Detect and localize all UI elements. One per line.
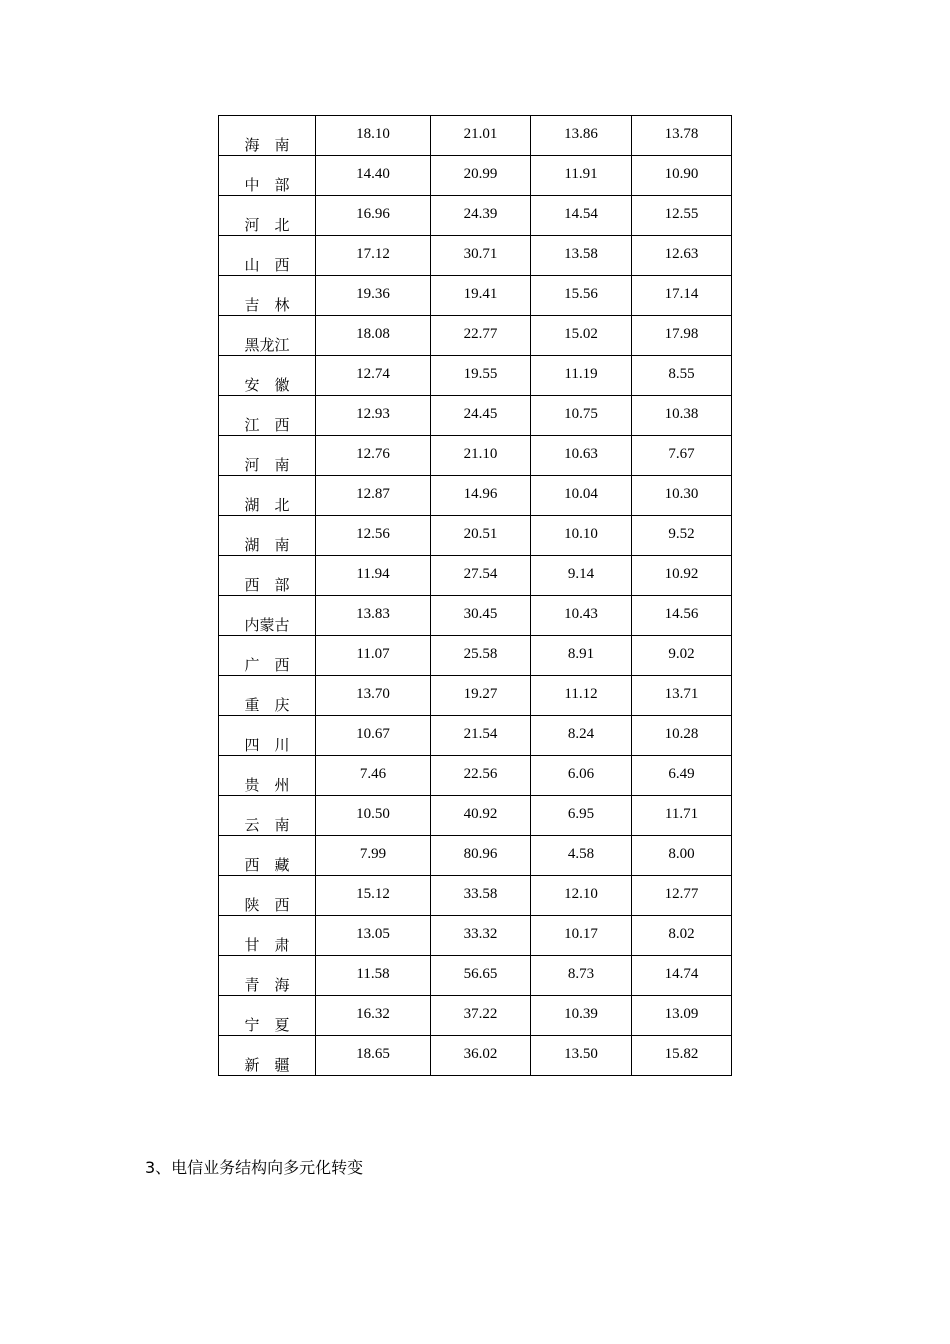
value-cell-col2: 33.58 — [431, 876, 531, 916]
value-cell-col2: 56.65 — [431, 956, 531, 996]
value-cell-col4: 14.74 — [632, 956, 732, 996]
value-cell-col3: 10.63 — [531, 436, 632, 476]
region-name-cell: 四 川 — [219, 716, 316, 756]
value-cell-col4: 10.92 — [632, 556, 732, 596]
value-cell-col1: 12.74 — [316, 356, 431, 396]
value-cell-col2: 27.54 — [431, 556, 531, 596]
statistics-table-body — [219, 116, 732, 1076]
value-cell-col3: 8.73 — [531, 956, 632, 996]
value-cell-col1: 11.58 — [316, 956, 431, 996]
value-cell-col1: 16.96 — [316, 196, 431, 236]
table-row — [219, 836, 732, 876]
region-name-cell: 宁 夏 — [219, 996, 316, 1036]
value-cell-col3: 13.58 — [531, 236, 632, 276]
value-cell-col3: 10.75 — [531, 396, 632, 436]
value-cell-col1: 12.87 — [316, 476, 431, 516]
value-cell-col1: 14.40 — [316, 156, 431, 196]
table-row — [219, 476, 732, 516]
table-row — [219, 276, 732, 316]
value-cell-col2: 25.58 — [431, 636, 531, 676]
value-cell-col3: 10.43 — [531, 596, 632, 636]
region-name-cell: 重 庆 — [219, 676, 316, 716]
value-cell-col1: 13.83 — [316, 596, 431, 636]
table-row — [219, 236, 732, 276]
statistics-table — [218, 115, 732, 1076]
region-name-cell: 新 疆 — [219, 1036, 316, 1076]
value-cell-col2: 33.32 — [431, 916, 531, 956]
region-name-cell: 中 部 — [219, 156, 316, 196]
table-row — [219, 516, 732, 556]
table-row — [219, 436, 732, 476]
value-cell-col1: 18.08 — [316, 316, 431, 356]
region-name-cell: 吉 林 — [219, 276, 316, 316]
value-cell-col2: 80.96 — [431, 836, 531, 876]
value-cell-col3: 14.54 — [531, 196, 632, 236]
value-cell-col3: 13.50 — [531, 1036, 632, 1076]
table-row — [219, 116, 732, 156]
value-cell-col3: 6.95 — [531, 796, 632, 836]
value-cell-col4: 13.71 — [632, 676, 732, 716]
table-row — [219, 956, 732, 996]
value-cell-col4: 6.49 — [632, 756, 732, 796]
value-cell-col2: 30.45 — [431, 596, 531, 636]
value-cell-col2: 24.45 — [431, 396, 531, 436]
value-cell-col3: 15.56 — [531, 276, 632, 316]
value-cell-col2: 22.56 — [431, 756, 531, 796]
region-name-cell: 海 南 — [219, 116, 316, 156]
value-cell-col2: 14.96 — [431, 476, 531, 516]
value-cell-col4: 9.52 — [632, 516, 732, 556]
value-cell-col2: 30.71 — [431, 236, 531, 276]
value-cell-col3: 12.10 — [531, 876, 632, 916]
value-cell-col3: 10.10 — [531, 516, 632, 556]
value-cell-col3: 8.91 — [531, 636, 632, 676]
value-cell-col4: 17.98 — [632, 316, 732, 356]
value-cell-col4: 8.55 — [632, 356, 732, 396]
value-cell-col1: 11.07 — [316, 636, 431, 676]
region-name-cell: 湖 南 — [219, 516, 316, 556]
region-name-cell: 青 海 — [219, 956, 316, 996]
value-cell-col4: 10.90 — [632, 156, 732, 196]
value-cell-col4: 15.82 — [632, 1036, 732, 1076]
value-cell-col1: 7.99 — [316, 836, 431, 876]
region-name-cell: 河 北 — [219, 196, 316, 236]
table-row — [219, 396, 732, 436]
table-row — [219, 996, 732, 1036]
value-cell-col1: 19.36 — [316, 276, 431, 316]
value-cell-col1: 18.10 — [316, 116, 431, 156]
value-cell-col2: 20.99 — [431, 156, 531, 196]
table-row — [219, 596, 732, 636]
value-cell-col4: 14.56 — [632, 596, 732, 636]
value-cell-col4: 13.78 — [632, 116, 732, 156]
table-row — [219, 556, 732, 596]
value-cell-col1: 18.65 — [316, 1036, 431, 1076]
value-cell-col4: 8.00 — [632, 836, 732, 876]
value-cell-col3: 10.39 — [531, 996, 632, 1036]
region-name-cell: 江 西 — [219, 396, 316, 436]
value-cell-col1: 16.32 — [316, 996, 431, 1036]
value-cell-col2: 36.02 — [431, 1036, 531, 1076]
table-row — [219, 676, 732, 716]
value-cell-col2: 24.39 — [431, 196, 531, 236]
value-cell-col4: 12.63 — [632, 236, 732, 276]
value-cell-col3: 9.14 — [531, 556, 632, 596]
value-cell-col2: 21.01 — [431, 116, 531, 156]
table-row — [219, 916, 732, 956]
section-heading: 3、电信业务结构向多元化转变 — [145, 1158, 364, 1177]
value-cell-col1: 12.93 — [316, 396, 431, 436]
region-name-cell: 山 西 — [219, 236, 316, 276]
value-cell-col1: 12.56 — [316, 516, 431, 556]
value-cell-col4: 12.55 — [632, 196, 732, 236]
value-cell-col3: 11.19 — [531, 356, 632, 396]
value-cell-col3: 11.12 — [531, 676, 632, 716]
region-name-cell: 安 徽 — [219, 356, 316, 396]
value-cell-col1: 11.94 — [316, 556, 431, 596]
table-row — [219, 316, 732, 356]
region-name-cell: 云 南 — [219, 796, 316, 836]
region-name-cell: 西 部 — [219, 556, 316, 596]
value-cell-col3: 6.06 — [531, 756, 632, 796]
value-cell-col1: 15.12 — [316, 876, 431, 916]
value-cell-col1: 17.12 — [316, 236, 431, 276]
table-row — [219, 156, 732, 196]
table-row — [219, 196, 732, 236]
value-cell-col1: 10.50 — [316, 796, 431, 836]
value-cell-col3: 15.02 — [531, 316, 632, 356]
value-cell-col3: 11.91 — [531, 156, 632, 196]
table-row — [219, 636, 732, 676]
value-cell-col4: 11.71 — [632, 796, 732, 836]
value-cell-col3: 10.17 — [531, 916, 632, 956]
table-row — [219, 356, 732, 396]
value-cell-col1: 13.05 — [316, 916, 431, 956]
region-name-cell: 广 西 — [219, 636, 316, 676]
value-cell-col1: 13.70 — [316, 676, 431, 716]
value-cell-col3: 13.86 — [531, 116, 632, 156]
value-cell-col2: 19.55 — [431, 356, 531, 396]
region-name-cell: 黑龙江 — [219, 316, 316, 356]
value-cell-col2: 21.54 — [431, 716, 531, 756]
region-name-cell: 甘 肃 — [219, 916, 316, 956]
value-cell-col1: 7.46 — [316, 756, 431, 796]
value-cell-col2: 40.92 — [431, 796, 531, 836]
region-name-cell: 贵 州 — [219, 756, 316, 796]
value-cell-col4: 10.38 — [632, 396, 732, 436]
region-name-cell: 陕 西 — [219, 876, 316, 916]
region-name-cell: 湖 北 — [219, 476, 316, 516]
table-row — [219, 756, 732, 796]
value-cell-col2: 20.51 — [431, 516, 531, 556]
value-cell-col2: 21.10 — [431, 436, 531, 476]
value-cell-col3: 8.24 — [531, 716, 632, 756]
region-name-cell: 河 南 — [219, 436, 316, 476]
value-cell-col1: 10.67 — [316, 716, 431, 756]
value-cell-col2: 19.41 — [431, 276, 531, 316]
table-row — [219, 1036, 732, 1076]
value-cell-col4: 13.09 — [632, 996, 732, 1036]
value-cell-col3: 10.04 — [531, 476, 632, 516]
value-cell-col4: 8.02 — [632, 916, 732, 956]
value-cell-col1: 12.76 — [316, 436, 431, 476]
value-cell-col4: 10.28 — [632, 716, 732, 756]
value-cell-col4: 17.14 — [632, 276, 732, 316]
table-row — [219, 716, 732, 756]
region-name-cell: 西 藏 — [219, 836, 316, 876]
region-name-cell: 内蒙古 — [219, 596, 316, 636]
value-cell-col4: 9.02 — [632, 636, 732, 676]
value-cell-col4: 12.77 — [632, 876, 732, 916]
value-cell-col3: 4.58 — [531, 836, 632, 876]
value-cell-col4: 10.30 — [632, 476, 732, 516]
value-cell-col2: 19.27 — [431, 676, 531, 716]
value-cell-col2: 22.77 — [431, 316, 531, 356]
table-row — [219, 796, 732, 836]
value-cell-col2: 37.22 — [431, 996, 531, 1036]
value-cell-col4: 7.67 — [632, 436, 732, 476]
table-row — [219, 876, 732, 916]
